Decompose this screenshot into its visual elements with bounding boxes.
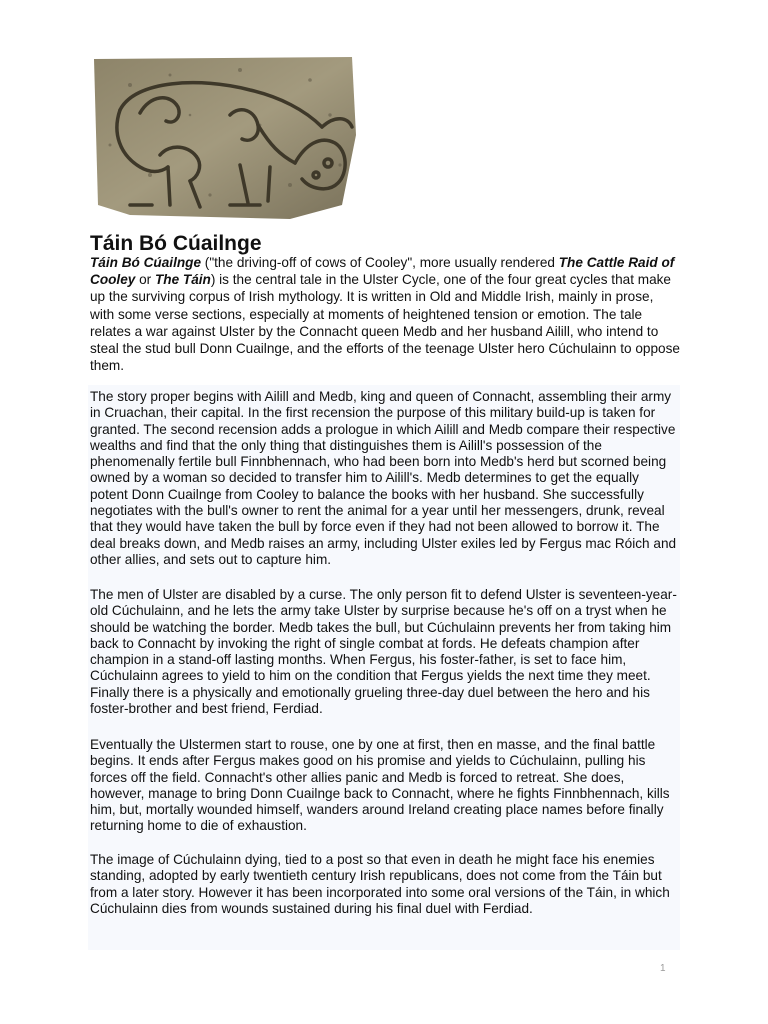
document-title: Táin Bó Cúailnge bbox=[90, 232, 262, 255]
intro-term: Táin Bó Cúailnge bbox=[90, 255, 202, 270]
intro-text-1: ("the driving-off of cows of Cooley", more usually rendered bbox=[201, 255, 559, 270]
alt-title-tain: The Táin bbox=[154, 272, 211, 288]
alt-title-cattle-raid: The Cattle Raid of Cooley bbox=[90, 255, 675, 288]
intro-text-2: or bbox=[135, 272, 155, 288]
paragraph-cuchulainn-dying: The image of Cúchulainn dying, tied to a post so that even in death he might face his enemies standing, adopted by early twentieth century Irish republicans, does not come from the Táin but from a later story. However it has been incorporated into some oral versions of the Táin, in which Cúchulainn dies from wounds sustained during his final duel with Ferdiad. bbox=[90, 852, 670, 916]
paragraph-final-battle: Eventually the Ulstermen start to rouse, one by one at first, then en masse, and the final battle begins. It ends after Fergus makes good on his promise and yields to Cúchulainn, pulling his forces off the field. Connacht's other allies panic and Medb is forced to retreat. She does, however, manage to bring Donn Cuailnge back to Connacht, where he fights Finnbhennach, kills him, but, mortally wounded himself, wanders around Ireland creating place names before finally returning home to die of exhaustion. bbox=[90, 737, 670, 834]
carved-bull-stone-image bbox=[90, 55, 360, 220]
intro-text-3: ) is the central tale in the Ulster Cycle, one of the four great cycles that make up the surviving corpus of Irish mythology. It is written in Old and Middle Irish, mainly in prose, with some verse sections, especially at moments of heightened tension or emotion. The tale relates a war against Ulster by the Connacht queen Medb and her husband Ailill, who intend to steal the stud bull Donn Cuailnge, and the efforts of the teenage Ulster hero Cúchulainn to oppose them. bbox=[90, 272, 680, 374]
paragraph-ulster-curse: The men of Ulster are disabled by a curse. The only person fit to defend Ulster is seventeen-year-old Cúchulainn, and he lets the army take Ulster by surprise because he's off on a tryst when he should be watching the border. Medb takes the bull, but Cúchulainn prevents her from taking him back to Connacht by invoking the right of single combat at fords. He defeats champion after champion in a stand-off lasting months. When Fergus, his foster-father, is set to face him, Cúchulainn agrees to yield to him on the condition that Fergus yields the next time they meet. Finally there is a physically and emotionally grueling three-day duel between the hero and his foster-brother and best friend, Ferdiad. bbox=[90, 587, 677, 717]
page-number: 1 bbox=[660, 963, 666, 974]
paragraph-story-begins: The story proper begins with Ailill and Medb, king and queen of Connacht, assembling their army in Cruachan, their capital. In the first recension the purpose of this military build-up is taken for granted. The second recension adds a prologue in which Ailill and Medb compare their respective wealths and find that the only thing that distinguishes them is Ailill's possession of the phenomenally fertile bull Finnbhennach, who had been born into Medb's herd but scorned being owned by a woman so decided to transfer him to Ailill's. Medb determines to get the equally potent Donn Cuailnge from Cooley to balance the books with her husband. She successfully negotiates with the bull's owner to rent the animal for a year until her messengers, drunk, reveal that they would have taken the bull by force even if they had not been allowed to borrow it. The deal breaks down, and Medb raises an army, including Ulster exiles led by Fergus mac Róich and other allies, and sets out to capture him. bbox=[90, 389, 677, 567]
intro-paragraph bbox=[90, 254, 680, 374]
